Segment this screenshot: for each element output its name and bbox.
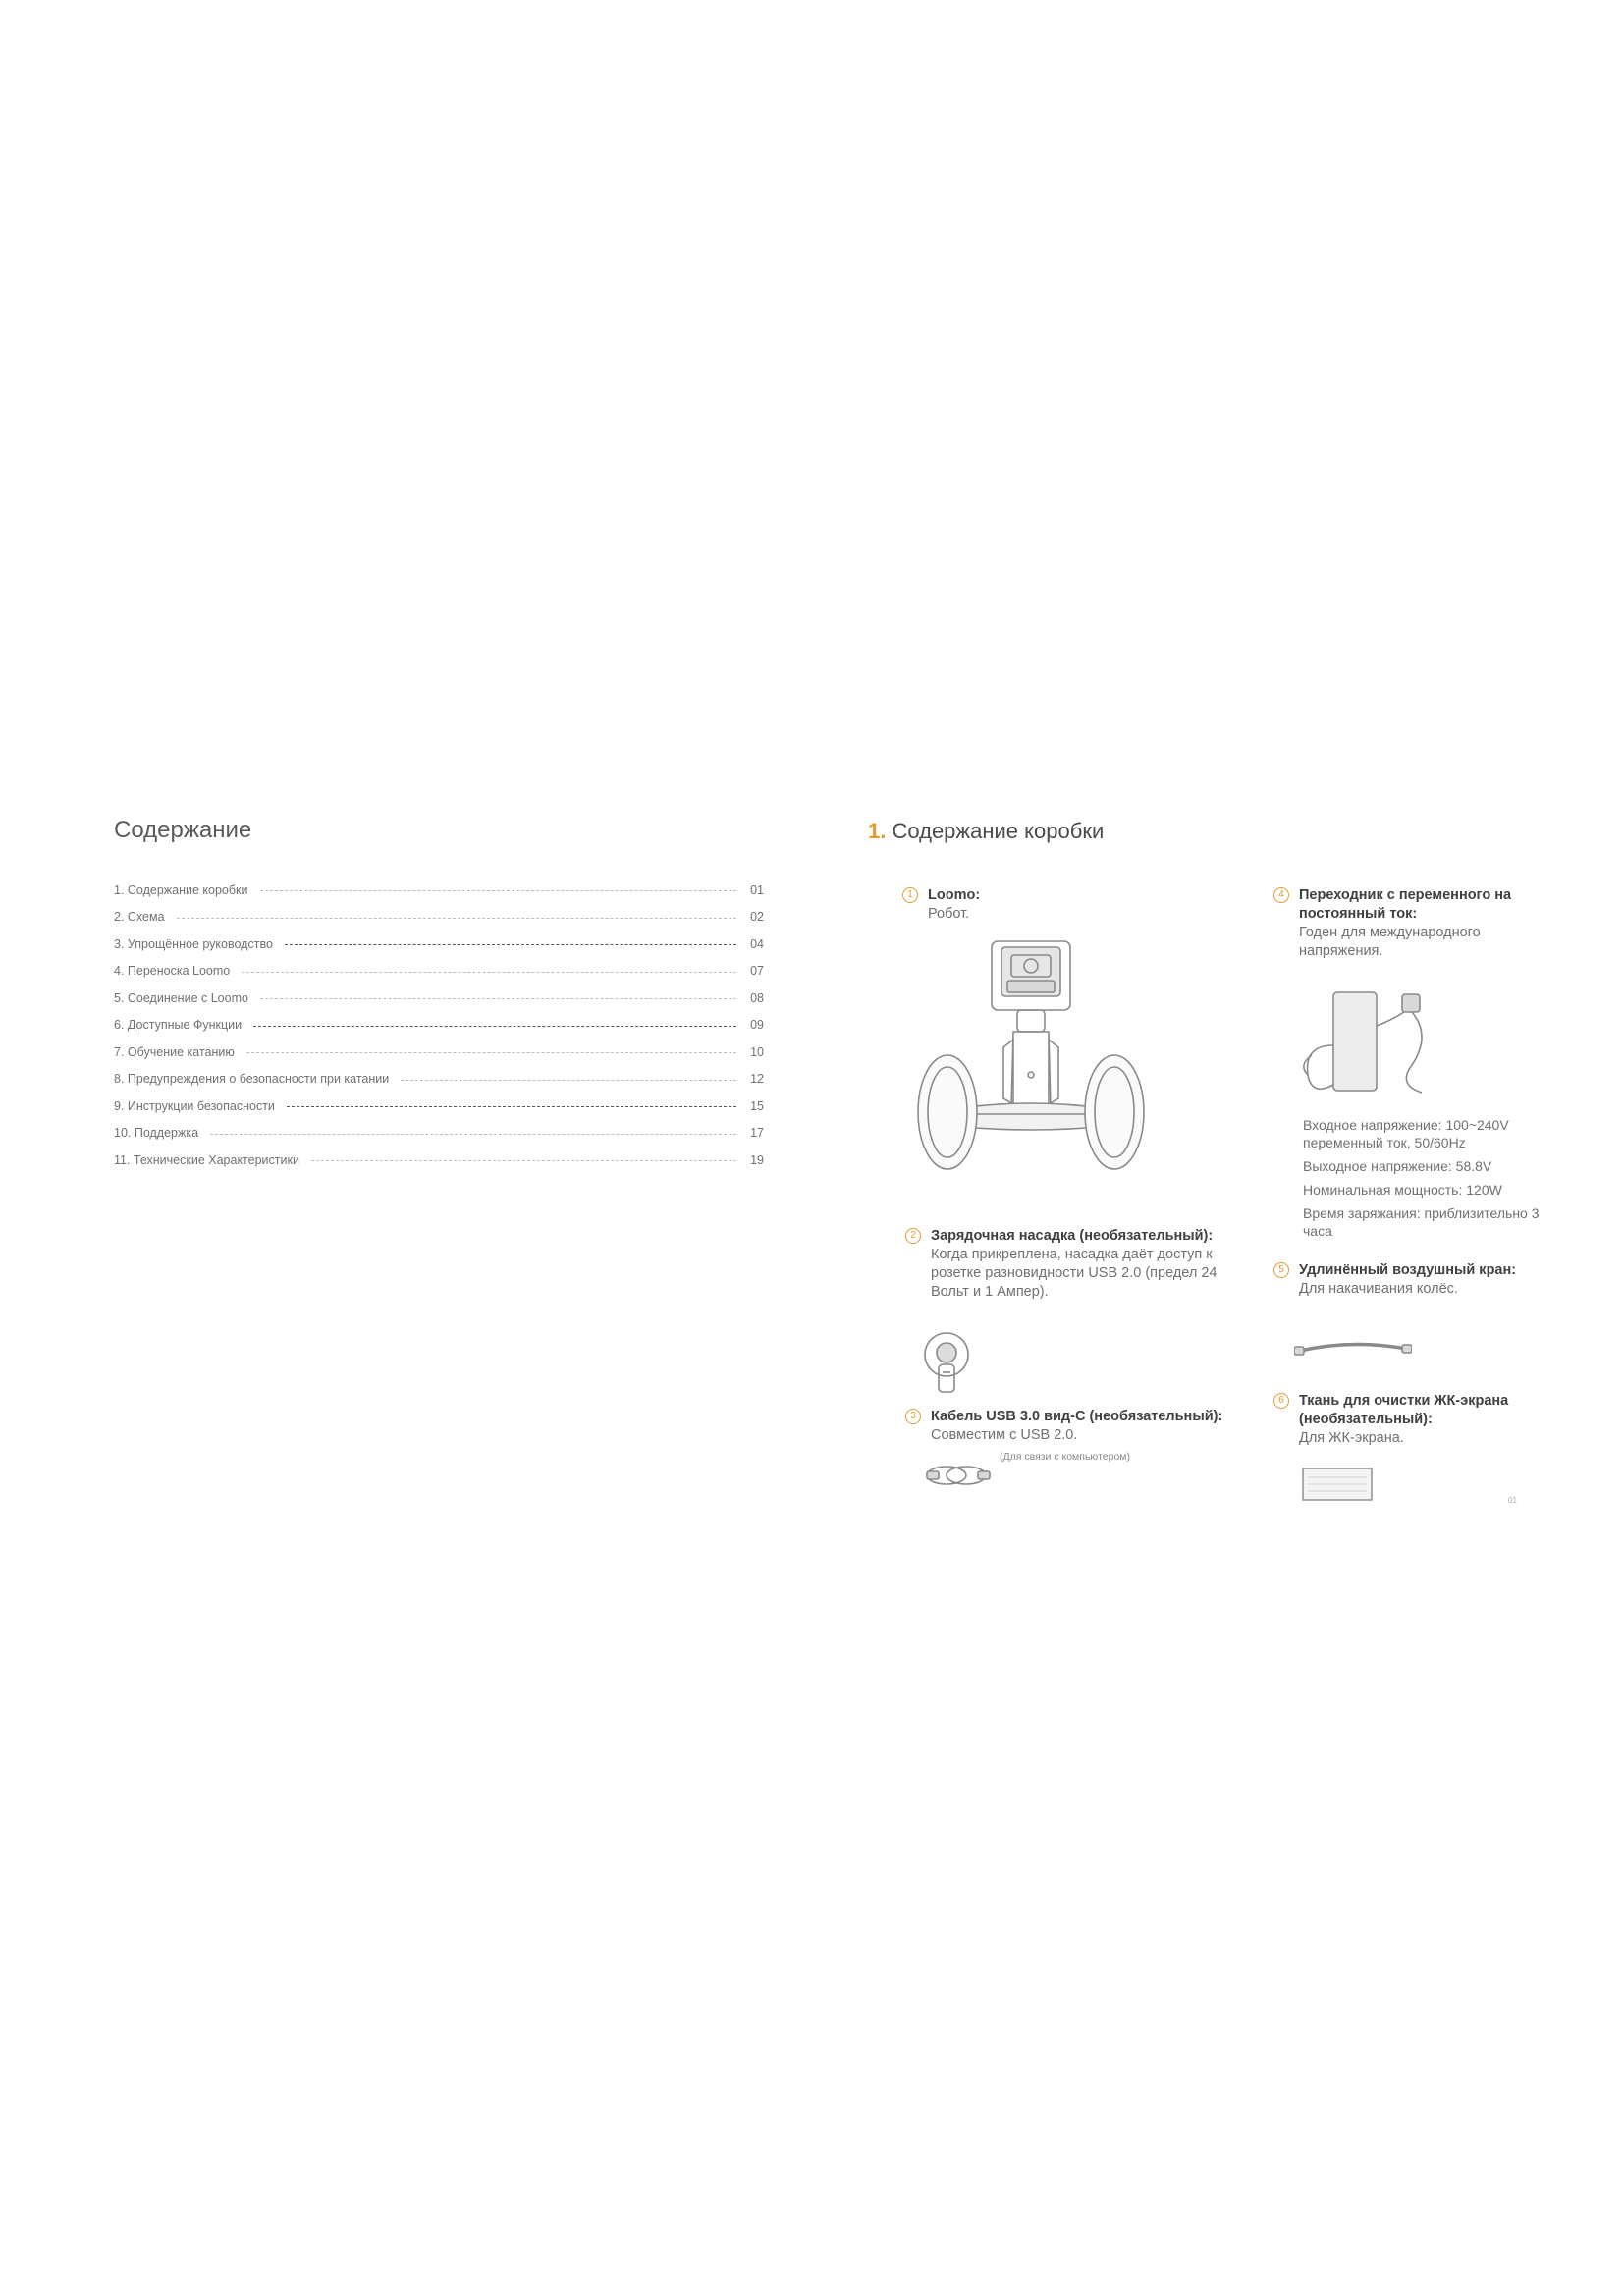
loomo-robot-illustration [913,937,1168,1207]
section-number: 1. [868,819,887,843]
page-number: 01 [1508,1496,1517,1505]
item-badge: 3 [905,1409,921,1424]
usb-note: (Для связи с компьютером) [1000,1451,1130,1463]
adapter-specs [1303,1116,1558,1246]
toc-title: Содержание [114,817,252,843]
toc-leader-dots [287,1106,736,1107]
toc-item-page: 12 [750,1072,764,1087]
item-loomo [907,886,1124,924]
spec-input-voltage: Входное напряжение: 100~240V переменный ток, 50/60Hz [1303,1117,1509,1150]
item-badge: 5 [1273,1262,1289,1278]
toc-item-page: 15 [750,1098,764,1113]
toc-item[interactable] [114,1147,764,1174]
item-badge: 2 [905,1228,921,1244]
toc-item-label: 8. Предупреждения о безопасности при катании [114,1072,390,1087]
section-title [868,819,1104,844]
air-valve-illustration [1294,1339,1412,1362]
item-body: Когда прикреплена, насадка даёт доступ к розетке разновидности USB 2.0 (предел 24 Вольт и 1 Ампер). [931,1247,1218,1300]
toc-item-label: 9. Инструкции безопасности [114,1098,275,1113]
toc-leader-dots [253,1026,736,1027]
toc-leader-dots [210,1134,736,1135]
item-body: Для ЖК-экрана. [1299,1430,1404,1446]
item-head: Зарядочная насадка (необязательный): [931,1228,1214,1244]
toc-item-page: 17 [750,1126,764,1141]
toc-item-page: 01 [750,882,764,897]
item-charging-adapter [910,1227,1235,1302]
toc-item[interactable] [114,904,764,932]
item-body: Для накачивания колёс. [1299,1281,1458,1297]
toc-leader-dots [242,972,736,973]
spec-charging-time: Время заряжания: приблизительно 3 часа [1303,1205,1540,1239]
toc-item-label: 5. Соединение с Loomo [114,990,248,1005]
item-head: Ткань для очистки ЖК-экрана (необязательный): [1299,1393,1509,1427]
toc-item-label: 3. Упрощённое руководство [114,936,273,951]
section-title-text: Содержание коробки [886,819,1105,843]
cleaning-cloth-illustration [1302,1468,1373,1501]
toc-item-label: 6. Доступные Функции [114,1018,243,1033]
toc-item-page: 02 [750,910,764,925]
toc-item[interactable] [114,958,764,986]
toc-leader-dots [401,1080,736,1081]
toc-item[interactable] [114,1012,764,1040]
toc-leader-dots [311,1160,736,1161]
toc-item-page: 09 [750,1018,764,1033]
toc-item[interactable] [114,1039,764,1066]
toc-item-page: 10 [750,1044,764,1059]
spec-rated-power: Номинальная мощность: 120W [1303,1182,1502,1198]
toc-item-label: 4. Переноска Loomo [114,964,231,979]
toc-item[interactable] [114,877,764,904]
toc-item-label: 7. Обучение катанию [114,1044,235,1059]
item-body: Совместим с USB 2.0. [931,1427,1078,1443]
toc-item-label: 1. Содержание коробки [114,882,248,897]
toc-item-label: 11. Технические Характеристики [114,1152,299,1167]
item-body: Робот. [928,906,970,922]
toc-leader-dots [260,998,736,999]
item-body: Годен для международного напряжения. [1299,925,1481,959]
toc-item[interactable] [114,1120,764,1148]
toc-leader-dots [285,944,736,945]
toc-item-label: 2. Схема [114,910,165,925]
item-badge: 4 [1273,887,1289,903]
item-air-valve [1278,1261,1554,1299]
toc-item-label: 10. Поддержка [114,1126,199,1141]
usb-cable-illustration [923,1463,994,1488]
toc-leader-dots [260,890,737,891]
toc-leader-dots [177,918,736,919]
toc-item[interactable] [114,931,764,958]
item-power-adapter [1278,886,1554,961]
item-head: Удлинённый воздушный кран: [1299,1262,1517,1278]
item-badge: 6 [1273,1393,1289,1409]
toc-item-page: 19 [750,1152,764,1167]
toc-leader-dots [246,1052,736,1053]
item-badge: 1 [902,887,918,903]
toc-item-page: 08 [750,990,764,1005]
toc-item[interactable] [114,985,764,1012]
spec-output-voltage: Выходное напряжение: 58.8V [1303,1158,1492,1174]
toc-list [114,877,764,1174]
item-head: Loomo: [928,887,981,903]
toc-item-page: 04 [750,936,764,951]
item-head: Кабель USB 3.0 вид-С (необязательный): [931,1409,1223,1424]
charging-adapter-illustration [921,1329,980,1398]
item-cleaning-cloth [1278,1392,1554,1448]
toc-item[interactable] [114,1093,764,1120]
toc-item[interactable] [114,1066,764,1094]
item-head: Переходник с переменного на постоянный ток: [1299,887,1512,922]
toc-item-page: 07 [750,964,764,979]
item-usb-cable [910,1408,1265,1445]
power-adapter-illustration [1294,987,1441,1099]
